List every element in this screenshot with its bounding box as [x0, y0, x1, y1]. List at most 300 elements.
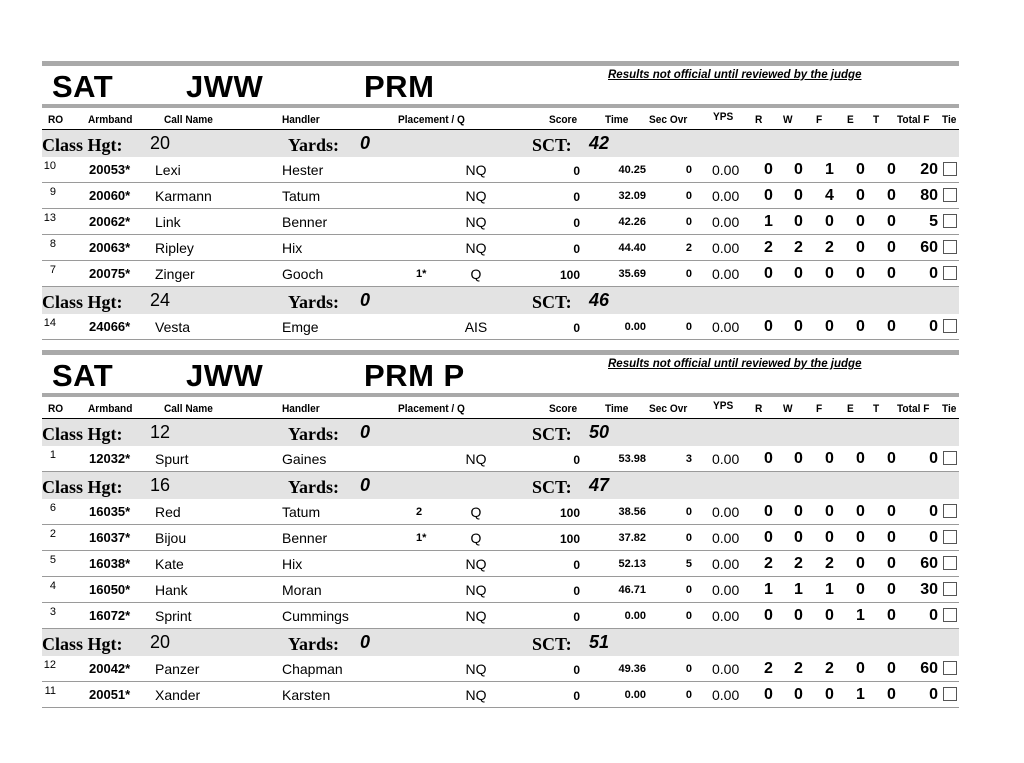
tie-checkbox[interactable]	[943, 162, 957, 176]
cell-yps: 0.00	[712, 687, 740, 703]
table-row	[42, 314, 959, 340]
class-height-label: Class Hgt:	[42, 135, 123, 155]
cell-t-faults: 0	[887, 318, 896, 335]
yards-label: Yards:	[288, 634, 340, 654]
cell-call-name: Vesta	[155, 319, 191, 335]
cell-e-faults: 0	[856, 581, 865, 598]
cell-handler: Benner	[282, 214, 328, 230]
cell-handler: Hix	[282, 240, 303, 256]
cell-r-faults: 0	[764, 187, 773, 204]
cell-call-name: Panzer	[155, 661, 200, 677]
class-height-label: Class Hgt:	[42, 477, 123, 497]
cell-armband: 20063*	[89, 240, 131, 255]
cell-placement: 1*	[416, 532, 427, 544]
cell-yps: 0.00	[712, 661, 740, 677]
cell-yps: 0.00	[712, 608, 740, 624]
cell-time: 42.26	[618, 216, 646, 228]
tie-checkbox[interactable]	[943, 608, 957, 622]
cell-armband: 16072*	[89, 608, 131, 623]
col-sec-ovr: Sec Ovr	[649, 403, 688, 415]
cell-sec-ovr: 0	[685, 190, 692, 202]
sct-label: SCT:	[532, 424, 572, 444]
cell-total-faults: 0	[929, 503, 938, 520]
cell-time: 35.69	[618, 268, 646, 280]
class-height-value: 16	[150, 475, 171, 495]
column-header-row	[42, 397, 959, 419]
col-w: W	[783, 114, 793, 126]
sct-label: SCT:	[532, 135, 572, 155]
cell-row-ro: 14	[43, 317, 56, 329]
col-total-f: Total F	[897, 403, 930, 415]
sct-value: 50	[589, 422, 610, 442]
cell-w-faults: 0	[794, 686, 803, 703]
cell-w-faults: 0	[794, 318, 803, 335]
table-row	[42, 551, 959, 577]
cell-total-faults: 0	[929, 450, 938, 467]
cell-r-faults: 0	[764, 450, 773, 467]
cell-t-faults: 0	[887, 265, 896, 282]
col-sec-ovr: Sec Ovr	[649, 114, 688, 126]
col-r: R	[755, 114, 763, 126]
results-section	[42, 350, 959, 708]
cell-handler: Benner	[282, 530, 328, 546]
cell-row-ro: 9	[49, 186, 56, 198]
tie-checkbox[interactable]	[943, 687, 957, 701]
cell-call-name: Sprint	[155, 608, 192, 624]
cell-yps: 0.00	[712, 319, 740, 335]
cell-score: 0	[573, 242, 580, 256]
cell-handler: Tatum	[282, 504, 321, 520]
cell-armband: 20062*	[89, 214, 131, 229]
cell-w-faults: 0	[794, 450, 803, 467]
col-ro: RO	[48, 403, 64, 415]
cell-e-faults: 0	[856, 503, 865, 520]
cell-armband: 16050*	[89, 582, 131, 597]
cell-time: 44.40	[618, 242, 646, 254]
cell-r-faults: 0	[764, 265, 773, 282]
cell-armband: 16038*	[89, 556, 131, 571]
cell-row-ro: 1	[49, 449, 56, 461]
cell-call-name: Zinger	[155, 266, 195, 282]
cell-qualify: NQ	[465, 582, 487, 598]
cell-score: 0	[573, 689, 580, 703]
tie-checkbox[interactable]	[943, 530, 957, 544]
cell-t-faults: 0	[887, 187, 896, 204]
cell-qualify: NQ	[465, 240, 487, 256]
cell-r-faults: 0	[764, 686, 773, 703]
col-score: Score	[549, 114, 578, 126]
cell-row-ro: 12	[43, 659, 56, 671]
cell-row-ro: 11	[44, 685, 56, 697]
col-yps: YPS	[713, 400, 734, 412]
table-row	[42, 157, 959, 183]
tie-checkbox[interactable]	[943, 319, 957, 333]
cell-call-name: Ripley	[155, 240, 194, 256]
cell-yps: 0.00	[712, 582, 740, 598]
level-title: PRM	[364, 69, 435, 104]
cell-row-ro: 7	[49, 264, 56, 276]
col-score: Score	[549, 403, 578, 415]
cell-qualify: NQ	[465, 162, 487, 178]
cell-armband: 12032*	[89, 451, 131, 466]
col-f: F	[816, 403, 823, 415]
table-row	[42, 603, 959, 629]
cell-r-faults: 0	[764, 503, 773, 520]
cell-total-faults: 80	[920, 187, 938, 204]
class-height-label: Class Hgt:	[42, 292, 123, 312]
col-call-name: Call Name	[164, 403, 213, 415]
cell-r-faults: 0	[764, 318, 773, 335]
cell-qualify: Q	[470, 504, 482, 520]
cell-total-faults: 0	[929, 265, 938, 282]
cell-f-faults: 2	[825, 660, 834, 677]
cell-e-faults: 0	[856, 213, 865, 230]
yards-value: 0	[360, 133, 371, 153]
class-height-row	[42, 472, 959, 499]
cell-armband: 16037*	[89, 530, 131, 545]
cell-armband: 20075*	[89, 266, 131, 281]
cell-row-ro: 4	[49, 580, 56, 592]
tie-checkbox[interactable]	[943, 240, 957, 254]
cell-f-faults: 4	[825, 187, 834, 204]
cell-score: 0	[573, 216, 580, 230]
table-row	[42, 183, 959, 209]
col-yps: YPS	[713, 111, 734, 123]
cell-row-ro: 10	[43, 160, 56, 172]
cell-qualify: NQ	[465, 451, 487, 467]
cell-score: 100	[559, 506, 580, 520]
cell-total-faults: 20	[920, 161, 938, 178]
yards-value: 0	[360, 632, 371, 652]
cell-yps: 0.00	[712, 240, 740, 256]
cell-time: 53.98	[618, 453, 646, 465]
col-handler: Handler	[282, 403, 320, 415]
cell-score: 0	[573, 610, 580, 624]
cell-r-faults: 2	[764, 555, 773, 572]
cell-score: 0	[573, 558, 580, 572]
cell-w-faults: 0	[794, 187, 803, 204]
disclaimer: Results not official until reviewed by the judge	[608, 358, 862, 370]
class-height-value: 20	[150, 133, 171, 153]
table-row	[42, 682, 959, 708]
cell-qualify: NQ	[465, 687, 487, 703]
cell-w-faults: 1	[794, 581, 803, 598]
yards-label: Yards:	[288, 424, 340, 444]
cell-call-name: Karmann	[155, 188, 212, 204]
cell-total-faults: 30	[920, 581, 938, 598]
cell-placement: 2	[416, 506, 423, 518]
cell-handler: Gaines	[282, 451, 327, 467]
cell-f-faults: 1	[825, 581, 834, 598]
cell-call-name: Kate	[155, 556, 184, 572]
cell-time: 37.82	[618, 532, 646, 544]
col-e: E	[847, 403, 854, 415]
cell-call-name: Hank	[155, 582, 188, 598]
cell-yps: 0.00	[712, 188, 740, 204]
cell-e-faults: 0	[856, 265, 865, 282]
table-row	[42, 446, 959, 472]
col-r: R	[755, 403, 763, 415]
cell-e-faults: 1	[856, 686, 865, 703]
yards-value: 0	[360, 422, 371, 442]
tie-checkbox[interactable]	[943, 266, 957, 280]
cell-r-faults: 2	[764, 239, 773, 256]
tie-checkbox[interactable]	[943, 661, 957, 675]
table-row	[42, 235, 959, 261]
table-row	[42, 499, 959, 525]
cell-r-faults: 0	[764, 529, 773, 546]
cell-f-faults: 0	[825, 318, 834, 335]
cell-score: 100	[559, 532, 580, 546]
cell-yps: 0.00	[712, 451, 740, 467]
cell-total-faults: 60	[920, 239, 938, 256]
cell-r-faults: 2	[764, 660, 773, 677]
cell-sec-ovr: 0	[685, 532, 692, 544]
cell-armband: 20042*	[89, 661, 131, 676]
cell-handler: Moran	[282, 582, 322, 598]
cell-qualify: Q	[470, 530, 482, 546]
col-w: W	[783, 403, 793, 415]
cell-armband: 20060*	[89, 188, 131, 203]
cell-e-faults: 0	[856, 318, 865, 335]
cell-total-faults: 0	[929, 686, 938, 703]
class-height-row	[42, 287, 959, 314]
day-title: SAT	[52, 358, 114, 393]
cell-armband: 24066*	[89, 319, 131, 334]
col-time: Time	[605, 114, 629, 126]
cell-time: 0.00	[624, 321, 646, 333]
cell-t-faults: 0	[887, 581, 896, 598]
cell-sec-ovr: 0	[685, 610, 692, 622]
cell-call-name: Spurt	[155, 451, 189, 467]
col-e: E	[847, 114, 854, 126]
cell-f-faults: 2	[825, 555, 834, 572]
cell-w-faults: 2	[794, 555, 803, 572]
cell-row-ro: 5	[49, 554, 56, 566]
cell-handler: Tatum	[282, 188, 321, 204]
cell-row-ro: 3	[49, 606, 56, 618]
cell-score: 0	[573, 584, 580, 598]
col-tie: Tie	[942, 114, 957, 126]
cell-r-faults: 0	[764, 607, 773, 624]
cell-w-faults: 0	[794, 161, 803, 178]
height-group	[42, 472, 959, 629]
cell-total-faults: 60	[920, 555, 938, 572]
class-height-row	[42, 419, 959, 446]
cell-call-name: Red	[155, 504, 181, 520]
cell-score: 0	[573, 663, 580, 677]
height-group	[42, 629, 959, 708]
cell-time: 38.56	[618, 506, 646, 518]
cell-qualify: NQ	[465, 608, 487, 624]
cell-yps: 0.00	[712, 214, 740, 230]
cell-score: 0	[573, 453, 580, 467]
cell-qualify: NQ	[465, 556, 487, 572]
cell-sec-ovr: 0	[685, 164, 692, 176]
cell-f-faults: 0	[825, 503, 834, 520]
cell-handler: Karsten	[282, 687, 331, 703]
cell-score: 0	[573, 190, 580, 204]
table-row	[42, 656, 959, 682]
cell-e-faults: 0	[856, 161, 865, 178]
cell-r-faults: 0	[764, 161, 773, 178]
cell-handler: Chapman	[282, 661, 343, 677]
cell-time: 52.13	[618, 558, 646, 570]
table-row	[42, 261, 959, 287]
cell-total-faults: 0	[929, 318, 938, 335]
cell-t-faults: 0	[887, 239, 896, 256]
yards-value: 0	[360, 475, 371, 495]
cell-sec-ovr: 0	[685, 216, 692, 228]
cell-score: 0	[573, 321, 580, 335]
tie-checkbox[interactable]	[943, 188, 957, 202]
col-handler: Handler	[282, 114, 320, 126]
cell-sec-ovr: 3	[685, 453, 692, 465]
cell-w-faults: 0	[794, 265, 803, 282]
cell-armband: 20051*	[89, 687, 131, 702]
col-ro: RO	[48, 114, 64, 126]
results-section	[42, 61, 959, 340]
cell-time: 49.36	[618, 663, 646, 675]
cell-sec-ovr: 0	[685, 663, 692, 675]
col-total-f: Total F	[897, 114, 930, 126]
cell-row-ro: 2	[49, 528, 56, 540]
cell-score: 100	[559, 268, 580, 282]
cell-t-faults: 0	[887, 529, 896, 546]
cell-sec-ovr: 0	[685, 584, 692, 596]
cell-w-faults: 0	[794, 503, 803, 520]
cell-sec-ovr: 0	[685, 506, 692, 518]
class-height-row	[42, 130, 959, 157]
col-t: T	[873, 114, 880, 126]
class-height-value: 12	[150, 422, 171, 442]
cell-f-faults: 2	[825, 239, 834, 256]
cell-handler: Hix	[282, 556, 303, 572]
cell-w-faults: 0	[794, 213, 803, 230]
sct-value: 42	[589, 133, 610, 153]
cell-f-faults: 0	[825, 607, 834, 624]
tie-checkbox[interactable]	[943, 582, 957, 596]
yards-label: Yards:	[288, 292, 340, 312]
cell-f-faults: 1	[825, 161, 834, 178]
cell-placement: 1*	[416, 268, 427, 280]
cell-sec-ovr: 0	[685, 689, 692, 701]
section-title-row	[42, 66, 959, 104]
sct-value: 51	[589, 632, 610, 652]
cell-handler: Emge	[282, 319, 319, 335]
tie-checkbox[interactable]	[943, 504, 957, 518]
col-time: Time	[605, 403, 629, 415]
cell-w-faults: 2	[794, 660, 803, 677]
class-title: JWW	[186, 358, 264, 393]
sct-label: SCT:	[532, 634, 572, 654]
section-title-row	[42, 355, 959, 393]
cell-t-faults: 0	[887, 213, 896, 230]
cell-row-ro: 13	[43, 212, 56, 224]
cell-t-faults: 0	[887, 503, 896, 520]
cell-qualify: NQ	[465, 661, 487, 677]
cell-time: 0.00	[624, 689, 646, 701]
cell-handler: Cummings	[282, 608, 349, 624]
cell-time: 40.25	[618, 164, 646, 176]
col-f: F	[816, 114, 823, 126]
table-row	[42, 525, 959, 551]
cell-e-faults: 0	[856, 187, 865, 204]
sct-label: SCT:	[532, 292, 572, 312]
cell-t-faults: 0	[887, 450, 896, 467]
class-height-row	[42, 629, 959, 656]
cell-total-faults: 60	[920, 660, 938, 677]
tie-checkbox[interactable]	[943, 451, 957, 465]
height-group	[42, 419, 959, 472]
cell-time: 46.71	[618, 584, 646, 596]
table-row	[42, 577, 959, 603]
cell-t-faults: 0	[887, 161, 896, 178]
cell-e-faults: 0	[856, 239, 865, 256]
cell-time: 32.09	[618, 190, 646, 202]
tie-checkbox[interactable]	[943, 214, 957, 228]
cell-e-faults: 0	[856, 450, 865, 467]
cell-row-ro: 6	[49, 502, 56, 514]
cell-yps: 0.00	[712, 266, 740, 282]
col-armband: Armband	[88, 114, 133, 126]
yards-value: 0	[360, 290, 371, 310]
column-header-row	[42, 108, 959, 130]
height-group	[42, 287, 959, 340]
cell-total-faults: 0	[929, 529, 938, 546]
cell-qualify: NQ	[465, 214, 487, 230]
cell-yps: 0.00	[712, 504, 740, 520]
class-title: JWW	[186, 69, 264, 104]
cell-total-faults: 0	[929, 607, 938, 624]
cell-f-faults: 0	[825, 450, 834, 467]
cell-qualify: AIS	[464, 319, 488, 335]
cell-e-faults: 0	[856, 660, 865, 677]
cell-r-faults: 1	[764, 581, 773, 598]
cell-r-faults: 1	[764, 213, 773, 230]
height-group	[42, 130, 959, 287]
table-row	[42, 209, 959, 235]
class-height-label: Class Hgt:	[42, 424, 123, 444]
cell-w-faults: 2	[794, 239, 803, 256]
level-title: PRM P	[364, 358, 465, 393]
cell-sec-ovr: 0	[685, 268, 692, 280]
cell-e-faults: 1	[856, 607, 865, 624]
cell-call-name: Bijou	[155, 530, 187, 546]
cell-score: 0	[573, 164, 580, 178]
cell-armband: 20053*	[89, 162, 131, 177]
cell-yps: 0.00	[712, 556, 740, 572]
cell-row-ro: 8	[49, 238, 56, 250]
cell-call-name: Xander	[155, 687, 201, 703]
cell-armband: 16035*	[89, 504, 131, 519]
col-armband: Armband	[88, 403, 133, 415]
cell-handler: Gooch	[282, 266, 324, 282]
tie-checkbox[interactable]	[943, 556, 957, 570]
cell-f-faults: 0	[825, 213, 834, 230]
cell-e-faults: 0	[856, 529, 865, 546]
cell-call-name: Lexi	[155, 162, 181, 178]
sct-value: 47	[589, 475, 610, 495]
cell-yps: 0.00	[712, 162, 740, 178]
cell-t-faults: 0	[887, 607, 896, 624]
cell-f-faults: 0	[825, 686, 834, 703]
yards-label: Yards:	[288, 135, 340, 155]
cell-yps: 0.00	[712, 530, 740, 546]
cell-f-faults: 0	[825, 529, 834, 546]
cell-w-faults: 0	[794, 607, 803, 624]
cell-qualify: Q	[470, 266, 482, 282]
